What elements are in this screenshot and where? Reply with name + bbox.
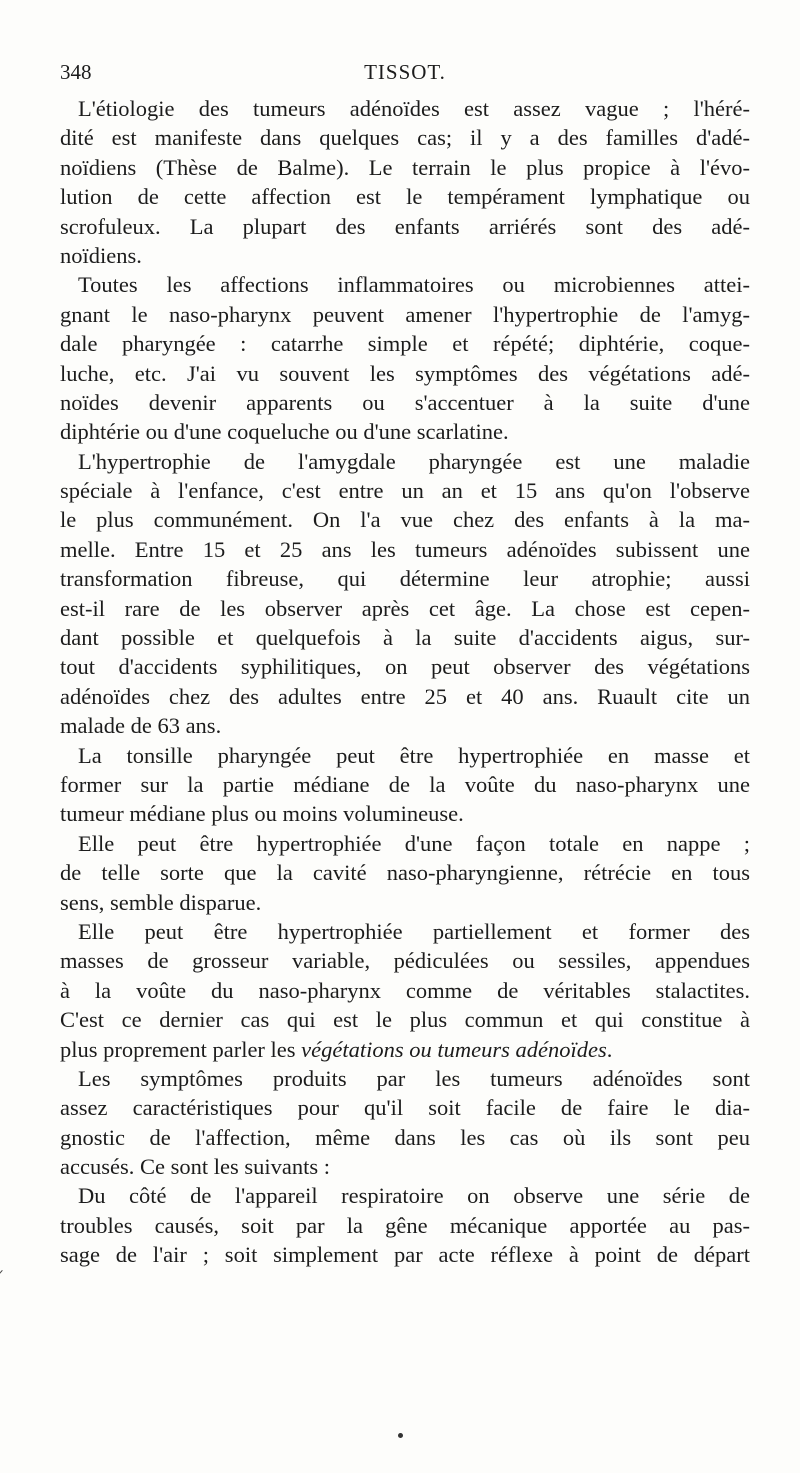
text-line xyxy=(60,417,750,446)
line-text: malade de 63 ans. xyxy=(60,713,222,739)
text-line xyxy=(60,946,750,975)
text-line xyxy=(60,94,750,123)
line-text: spéciale à l'enfance, c'est entre un an et 15 ans qu'on l'observe xyxy=(60,478,750,504)
text-line xyxy=(60,829,750,858)
text-line xyxy=(60,917,750,946)
text-line xyxy=(60,1181,750,1210)
line-text: adénoïdes chez des adultes entre 25 et 40 ans. Ruault cite un xyxy=(60,683,750,709)
line-text: dant possible et quelquefois à la suite d'accidents aigus, sur- xyxy=(60,625,750,651)
line-text: de telle sorte que la cavité naso-pharyngienne, rétrécie en tous xyxy=(60,860,750,886)
text-line xyxy=(60,182,750,211)
text-line xyxy=(60,241,750,270)
text-line xyxy=(60,770,750,799)
text-line xyxy=(60,652,750,681)
page-number: 348 xyxy=(60,60,92,84)
line-text: noïdes devenir apparents ou s'accentuer à la suite d'une xyxy=(60,389,750,415)
italic-term: végétations ou tumeurs adénoïdes xyxy=(301,1036,607,1062)
text-line xyxy=(60,564,750,593)
text-line xyxy=(60,1123,750,1152)
line-text: sage de l'air ; soit simplement par acte réflexe à point de départ xyxy=(60,1242,750,1268)
line-text: troubles causés, soit par la gêne mécanique apportée au pas- xyxy=(60,1212,750,1238)
text-line xyxy=(60,1064,750,1093)
line-text: noïdiens. xyxy=(60,242,142,268)
line-text: Toutes les affections inflammatoires ou microbiennes attei- xyxy=(78,272,750,298)
text-line xyxy=(60,212,750,241)
text-line xyxy=(60,1211,750,1240)
text-line xyxy=(60,711,750,740)
text-line xyxy=(60,329,750,358)
text-line xyxy=(60,1152,750,1181)
text-line xyxy=(60,623,750,652)
text-line xyxy=(60,476,750,505)
line-text: à la voûte du naso-pharynx comme de véritables stalactites. xyxy=(60,977,750,1003)
text-line xyxy=(60,270,750,299)
line-text: tout d'accidents syphilitiques, on peut observer des végétations xyxy=(60,654,750,680)
line-text: plus proprement parler les xyxy=(60,1036,302,1062)
line-text: La tonsille pharyngée peut être hypertrophiée en masse et xyxy=(78,742,750,768)
line-text: former sur la partie médiane de la voûte du naso-pharynx une xyxy=(60,771,750,797)
line-text: Du côté de l'appareil respiratoire on observe une série de xyxy=(78,1183,750,1209)
text-line xyxy=(60,535,750,564)
line-text: Elle peut être hypertrophiée d'une façon totale en nappe ; xyxy=(78,830,750,856)
text-line xyxy=(60,1005,750,1034)
line-text: assez caractéristiques pour qu'il soit facile de faire le dia- xyxy=(60,1095,750,1121)
text-line xyxy=(60,359,750,388)
line-text: dité est manifeste dans quelques cas; il y a des familles d'adé- xyxy=(60,125,750,151)
line-text: Elle peut être hypertrophiée partiellement et former des xyxy=(78,918,750,944)
line-text: scrofuleux. La plupart des enfants arriérés sont des adé- xyxy=(60,213,750,239)
line-text-after: . xyxy=(606,1036,613,1062)
line-text: masses de grosseur variable, pédiculées ou sessiles, appendues xyxy=(60,948,750,974)
line-text: lution de cette affection est le tempérament lymphatique ou xyxy=(60,184,750,210)
page-header xyxy=(60,60,750,90)
line-text: diphtérie ou d'une coqueluche ou d'une scarlatine. xyxy=(60,419,509,445)
text-line xyxy=(60,505,750,534)
text-line xyxy=(60,682,750,711)
line-text: gnant le naso-pharynx peuvent amener l'hypertrophie de l'amyg- xyxy=(60,301,750,327)
line-text: accusés. Ce sont les suivants : xyxy=(60,1154,330,1180)
text-line xyxy=(60,888,750,917)
text-line xyxy=(60,123,750,152)
line-text: dale pharyngée : catarrhe simple et répété; diphtérie, coque- xyxy=(60,331,750,357)
line-text: luche, etc. J'ai vu souvent les symptômes des végétations adé- xyxy=(60,360,750,386)
text-line xyxy=(60,153,750,182)
line-text: le plus communément. On l'a vue chez des enfants à la ma- xyxy=(60,507,750,533)
line-text: tumeur médiane plus ou moins volumineuse. xyxy=(60,801,464,827)
page-dot-mark xyxy=(398,1433,403,1438)
margin-pencil-mark xyxy=(0,1270,3,1308)
text-line xyxy=(60,388,750,417)
text-line xyxy=(60,594,750,623)
text-line xyxy=(60,1093,750,1122)
running-head: TISSOT. xyxy=(364,60,446,84)
line-text: melle. Entre 15 et 25 ans les tumeurs adénoïdes subissent une xyxy=(60,536,750,562)
text-line xyxy=(60,1240,750,1269)
line-text: transformation fibreuse, qui détermine leur atrophie; aussi xyxy=(60,566,750,592)
text-line xyxy=(60,858,750,887)
line-text: noïdiens (Thèse de Balme). Le terrain le plus propice à l'évo- xyxy=(60,154,750,180)
text-line xyxy=(60,741,750,770)
line-text: C'est ce dernier cas qui est le plus commun et qui constitue à xyxy=(60,1007,750,1033)
text-line xyxy=(60,300,750,329)
line-text: sens, semble disparue. xyxy=(60,889,262,915)
line-text: gnostic de l'affection, même dans les cas où ils sont peu xyxy=(60,1124,750,1150)
line-text: est-il rare de les observer après cet âge. La chose est cepen- xyxy=(60,595,750,621)
line-text: L'étiologie des tumeurs adénoïdes est assez vague ; l'héré- xyxy=(78,96,750,121)
text-line xyxy=(60,799,750,828)
body-text xyxy=(60,94,750,1270)
text-line xyxy=(60,976,750,1005)
text-line xyxy=(60,1035,750,1064)
text-line xyxy=(60,447,750,476)
line-text: Les symptômes produits par les tumeurs adénoïdes sont xyxy=(78,1065,750,1091)
line-text: L'hypertrophie de l'amygdale pharyngée est une maladie xyxy=(78,448,750,474)
